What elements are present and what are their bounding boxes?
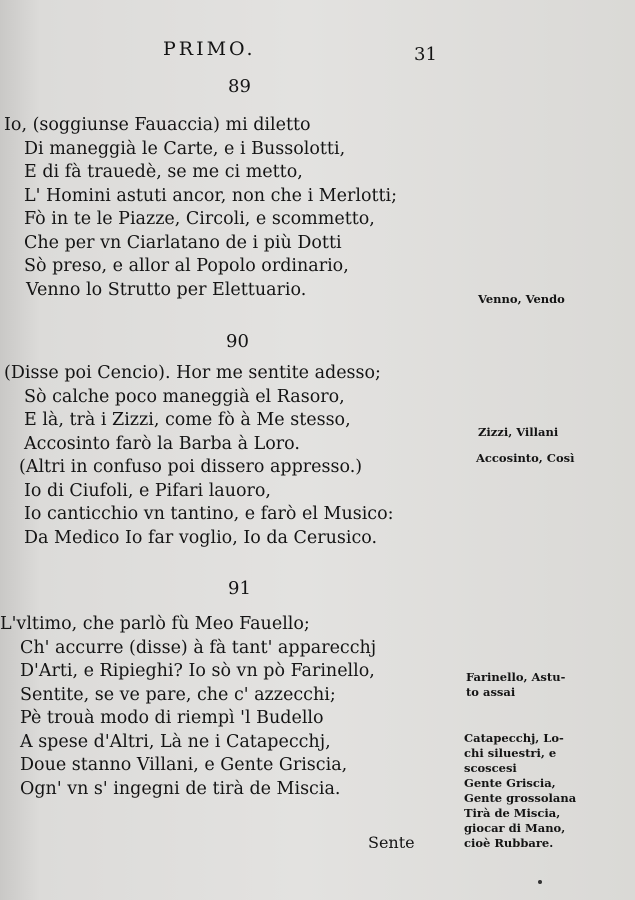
margin-note-catapecchi (464, 731, 576, 851)
verse-line: L'vltimo, che parlò fù Meo Fauello; (0, 614, 310, 634)
verse-line: Di maneggià le Carte, e i Bussolotti, (24, 138, 346, 159)
verse-line: Da Medico Io far voglio, Io da Cerusico. (24, 527, 378, 548)
stanza-89 (4, 114, 397, 302)
note-line: cioè Rubbare. (464, 836, 554, 850)
ink-speck (538, 880, 542, 884)
verse-line: (Disse poi Cencio). Hor me sentite adesso; (4, 363, 381, 383)
stanza-number: 89 (228, 76, 251, 97)
margin-note-accosinto: Accosinto, Così (476, 451, 575, 465)
verse-line: Sentite, se ve pare, che c' azzecchi; (20, 684, 336, 705)
verse-line: Che per vn Ciarlatano de i più Dotti (24, 232, 342, 253)
page-number: 31 (414, 44, 437, 65)
note-line: giocar di Mano, (464, 821, 566, 835)
stanza-number: 90 (226, 331, 249, 352)
catchword: Sente (368, 833, 415, 852)
note-line: Catapecchj, Lo- (464, 731, 564, 745)
verse-line: E di fà trauedè, se me ci metto, (24, 162, 303, 182)
verse-line: Pè trouà modo di riempì 'l Budello (20, 708, 324, 728)
verse-line: Io di Ciufoli, e Pifari lauoro, (24, 480, 271, 501)
note-line: Farinello, Astu- (466, 670, 566, 684)
verse-line: L' Homini astuti ancor, non che i Merlotti; (24, 185, 398, 206)
verse-line: Io, (soggiunse Fauaccia) mi diletto (4, 115, 311, 135)
verse-line: Ch' accurre (disse) à fà tant' apparecchj (20, 637, 377, 658)
margin-note-farinello (466, 670, 565, 700)
verse-line: D'Arti, e Ripieghi? Io sò vn pò Farinello, (20, 661, 375, 681)
verse-line: Ogn' vn s' ingegni de tirà de Miscia. (20, 778, 341, 799)
running-header-title: PRIMO. (163, 38, 256, 60)
verse-line: E là, trà i Zizzi, come fò à Me stesso, (24, 410, 351, 430)
note-line: Tirà de Miscia, (464, 806, 561, 820)
verse-line: (Altri in confuso poi dissero appresso.) (19, 457, 363, 477)
verse-line: Sò preso, e allor al Popolo ordinario, (24, 256, 349, 276)
verse-line: Accosinto farò la Barba à Loro. (24, 433, 300, 454)
verse-line: Io canticchio vn tantino, e farò el Musico: (24, 504, 394, 524)
note-line: chi siluestri, e (464, 746, 557, 760)
margin-note-venno: Venno, Vendo (478, 292, 565, 306)
margin-note-zizzi: Zizzi, Villani (478, 425, 559, 439)
stanza-number: 91 (228, 578, 251, 599)
note-line: to assai (466, 685, 516, 699)
verse-line: Venno lo Strutto per Elettuario. (26, 279, 307, 300)
verse-line: Doue stanno Villani, e Gente Griscia, (20, 755, 348, 775)
verse-line: Sò calche poco maneggià el Rasoro, (24, 386, 345, 407)
stanza-90 (4, 362, 394, 550)
note-line: Gente grossolana (464, 791, 577, 805)
verse-line: Fò in te le Piazze, Circoli, e scommetto, (24, 209, 375, 229)
stanza-91 (0, 613, 376, 801)
verse-line: A spese d'Altri, Là ne i Catapecchj, (20, 731, 331, 752)
note-line: scoscesi (464, 761, 517, 775)
note-line: Gente Griscia, (464, 776, 556, 790)
